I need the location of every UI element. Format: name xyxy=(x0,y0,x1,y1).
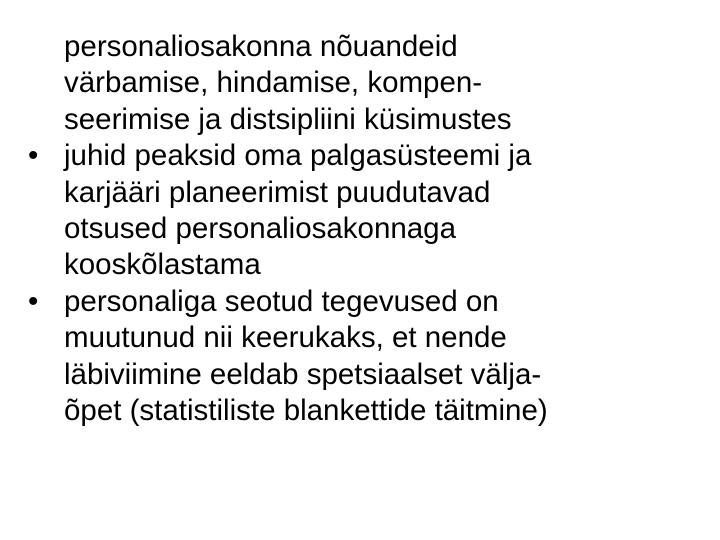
text-line: kooskõlastama xyxy=(64,248,261,282)
text-line: personaliga seotud tegevused on xyxy=(64,284,499,318)
text-line: värbamise, hindamise, kompen- xyxy=(64,66,483,100)
bullet-item-1 xyxy=(28,138,708,284)
bullet-point-icon: • xyxy=(28,284,39,318)
continued-paragraph xyxy=(28,29,708,138)
text-line: seerimise ja distsipliini küsimustes xyxy=(64,102,512,136)
text-line: karjääri planeerimist puudutavad xyxy=(64,175,491,209)
text-line: juhid peaksid oma palgasüsteemi ja xyxy=(64,139,532,173)
bullet-item-2 xyxy=(28,284,708,430)
slide-body xyxy=(28,29,708,429)
bullet-point-icon: • xyxy=(28,139,39,173)
text-line: otsused personaliosakonnaga xyxy=(64,212,456,246)
text-line: läbiviimine eeldab spetsiaalset välja- xyxy=(64,357,542,391)
text-line: personaliosakonna nõuandeid xyxy=(64,30,458,63)
text-line: õpet (statistiliste blankettide täitmine) xyxy=(64,394,548,428)
text-line: muutunud nii keerukaks, et nende xyxy=(64,321,507,355)
